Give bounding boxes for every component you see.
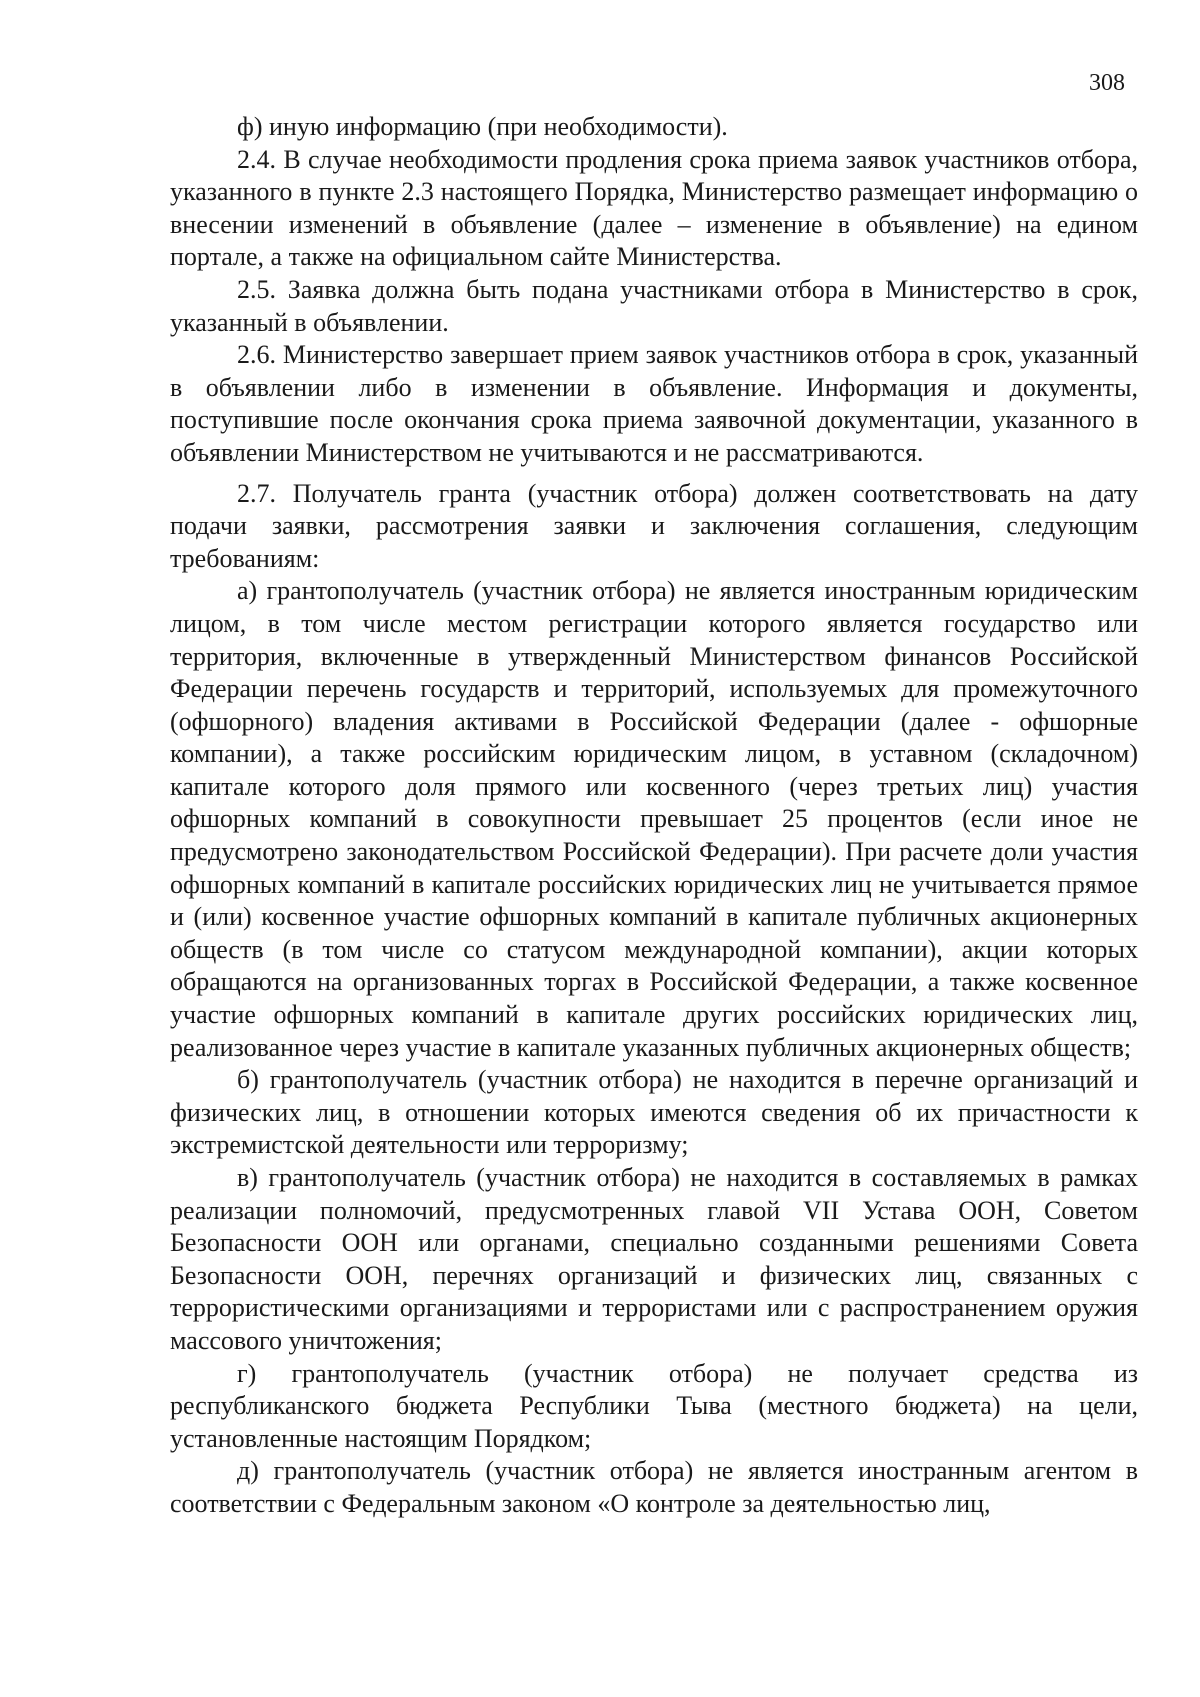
paragraph-f-other-info: ф) иную информацию (при необходимости). — [237, 112, 728, 141]
page-number: 308 — [1089, 70, 1125, 96]
paragraph-2-7-g: г) грантополучатель (участник отбора) не получает средства из республиканского бюджета Республики Тыва (местного бюджета) на цели, установленные настоящим Порядком; — [170, 1358, 1138, 1453]
paragraph-2-7: 2.7. Получатель гранта (участник отбора) должен соответствовать на дату подачи заявки, рассмотрения заявки и заключения соглашения, следующим требованиям: — [170, 478, 1138, 573]
paragraph-2-7-v: в) грантополучатель (участник отбора) не находится в составляемых в рамках реализации полномочий, предусмотренных главой VII Устава ООН, Советом Безопасности ООН или органами, специально созданными решениями Совета Безопасности ООН, перечнях организаций и физических лиц, связанных с террористическими организациями и террористами или с распространением оружия массового уничтожения; — [170, 1163, 1138, 1355]
paragraph-2-4: 2.4. В случае необходимости продления срока приема заявок участников отбора, указанного в пункте 2.3 настоящего Порядка, Министерство размещает информацию о внесении изменений в объявление (далее – изменение в объявление) на едином портале, а также на официальном сайте Министерства. — [170, 144, 1138, 272]
document-body — [170, 111, 1138, 1521]
paragraph-2-6: 2.6. Министерство завершает прием заявок участников отбора в срок, указанный в объявлении либо в изменении в объявление. Информация и документы, поступившие после окончания срока приема заявочной документации, указанного в объявлении Министерством не учитываются и не рассматриваются. — [170, 340, 1138, 467]
paragraph-2-5: 2.5. Заявка должна быть подана участниками отбора в Министерство в срок, указанный в объявлении. — [170, 274, 1138, 337]
paragraph-2-7-b: б) грантополучатель (участник отбора) не находится в перечне организаций и физических лиц, в отношении которых имеются сведения об их причастности к экстремистской деятельности или терроризму; — [170, 1065, 1138, 1160]
paragraph-2-7-a: а) грантополучатель (участник отбора) не является иностранным юридическим лицом, в том числе местом регистрации которого является государство или территория, включенные в утвержденный Министерством финансов Российской Федерации перечень государств и территорий, используемых для промежуточного (офшорного) владения активами в Российской Федерации (далее - офшорные компании), а также российским юридическим лицом, в уставном (складочном) капитале которого доля прямого или косвенного (через третьих лиц) участия офшорных компаний в совокупности превышает 25 процентов (если иное не предусмотрено законодательством Российской Федерации). При расчете доли участия офшорных компаний в капитале российских юридических лиц не учитывается прямое и (или) косвенное участие офшорных компаний в капитале публичных акционерных обществ (в том числе со статусом международной компании), акции которых обращаются на организованных торгах в Российской Федерации, а также косвенное участие офшорных компаний в капитале других российских юридических лиц, реализованное через участие в капитале указанных публичных акционерных обществ; — [170, 576, 1138, 1062]
paragraph-2-7-d: д) грантополучатель (участник отбора) не является иностранным агентом в соответствии с Федеральным законом «О контроле за деятельностью лиц, — [170, 1456, 1138, 1518]
